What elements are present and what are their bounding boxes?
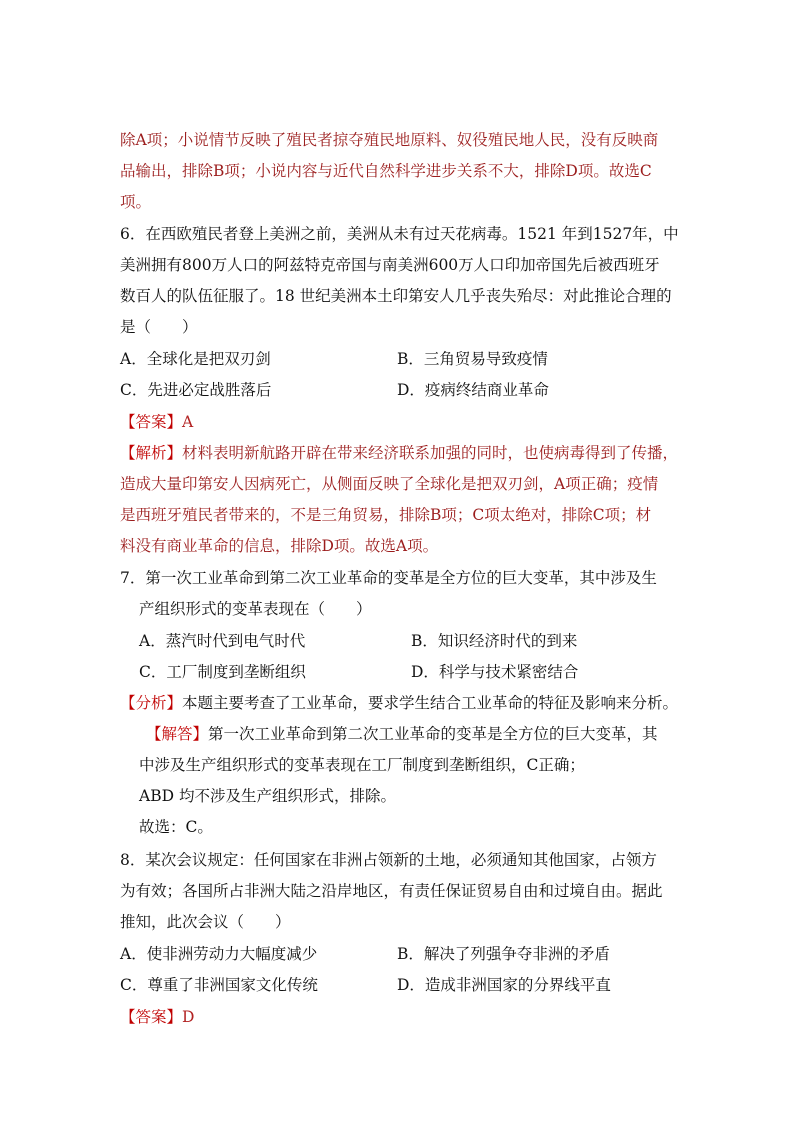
q8-answer-tag: 【答案】: [120, 1008, 183, 1026]
q6-analysis-tag: 【解析】: [120, 444, 183, 462]
q6-answer-value: A: [182, 413, 194, 431]
q7-jieda-line-2: 中涉及生产组织形式的变革表现在工厂制度到垄断组织，C正确；: [139, 756, 585, 774]
q8-answer: [120, 1006, 680, 1028]
q8-option-b: B．解决了列强争夺非洲的矛盾: [397, 945, 610, 963]
q6-option-d: D．疫病终结商业革命: [397, 381, 549, 399]
q6-stem-line-3: 数百人的队伍征服了。18 世纪美洲本土印第安人几乎丧失殆尽：对此推论合理的: [120, 287, 672, 305]
q8-option-c: C．尊重了非洲国家文化传统: [120, 976, 318, 994]
q7-fenxi: [120, 692, 680, 714]
q8-stem-line-1: 8．某次会议规定：任何国家在非洲占领新的土地，必须通知其他国家，占领方: [120, 851, 657, 869]
q7-option-d: D．科学与技术紧密结合: [411, 663, 579, 681]
q7-jieda-line-3: ABD 均不涉及生产组织形式，排除。: [139, 787, 396, 805]
q7-jieda-text-1: 第一次工业革命到第二次工业革命的变革是全方位的巨大变革，其: [208, 725, 658, 743]
q6-option-b: B．三角贸易导致疫情: [397, 350, 548, 368]
q6-stem-line-2: 美洲拥有800万人口的阿兹特克帝国与南美洲600万人口印加帝国先后被西班牙: [120, 256, 660, 274]
q7-stem-line-1: 7．第一次工业革命到第二次工业革命的变革是全方位的巨大变革，其中涉及生: [120, 569, 657, 587]
q6-stem-line-4: 是（ ）: [120, 318, 198, 336]
q6-analysis-line-3: 是西班牙殖民者带来的，不是三角贸易，排除B项；C项太绝对，排除C项；材: [120, 506, 652, 524]
q7-jieda-tag: 【解答】: [146, 725, 209, 743]
q8-option-d: D．造成非洲国家的分界线平直: [397, 976, 611, 994]
q8-stem-line-3: 推知，此次会议（ ）: [120, 913, 291, 931]
q8-option-a: A．使非洲劳动力大幅度减少: [120, 945, 318, 963]
q8-stem-line-2: 为有效；各国所占非洲大陆之沿岸地区，有责任保证贸易自由和过境自由。据此: [120, 882, 663, 900]
q6-answer-tag: 【答案】: [120, 413, 183, 431]
q6-option-c: C．先进必定战胜落后: [120, 381, 272, 399]
q7-option-b: B．知识经济时代的到来: [411, 632, 578, 650]
prev-analysis-line-2: 品输出，排除B项；小说内容与近代自然科学进步关系不大，排除D项。故选C: [120, 162, 652, 180]
q6-option-a: A．全球化是把双刃剑: [120, 350, 271, 368]
q7-option-a: A．蒸汽时代到电气时代: [139, 632, 306, 650]
q8-answer-value: D: [182, 1008, 195, 1026]
q7-option-c: C．工厂制度到垄断组织: [139, 663, 306, 681]
prev-analysis-line-1: 除A项；小说情节反映了殖民者掠夺殖民地原料、奴役殖民地人民，没有反映商: [120, 131, 659, 149]
q7-jieda-line-4: 故选：C。: [139, 818, 213, 836]
q6-analysis-line-2: 造成大量印第安人因病死亡，从侧面反映了全球化是把双刃剑，A项正确；疫情: [120, 475, 659, 493]
q6-analysis-text-1: 材料表明新航路开辟在带来经济联系加强的同时，也使病毒得到了传播，: [182, 444, 679, 462]
q7-stem-line-2: 产组织形式的变革表现在（ ）: [139, 600, 372, 618]
q6-stem-line-1: 6．在西欧殖民者登上美洲之前，美洲从未有过天花病毒。1521 年到1527年，中: [120, 225, 679, 243]
q7-jieda-line-1: [146, 723, 706, 745]
q7-fenxi-text: 本题主要考查了工业革命，要求学生结合工业革命的特征及影响来分析。: [182, 694, 679, 712]
q7-fenxi-tag: 【分析】: [120, 694, 183, 712]
prev-analysis-line-3: 项。: [120, 193, 152, 211]
q6-answer: [120, 411, 680, 433]
q6-analysis-line-4: 料没有商业革命的信息，排除D项。故选A项。: [120, 537, 439, 555]
q6-analysis-line-1: [120, 442, 680, 464]
